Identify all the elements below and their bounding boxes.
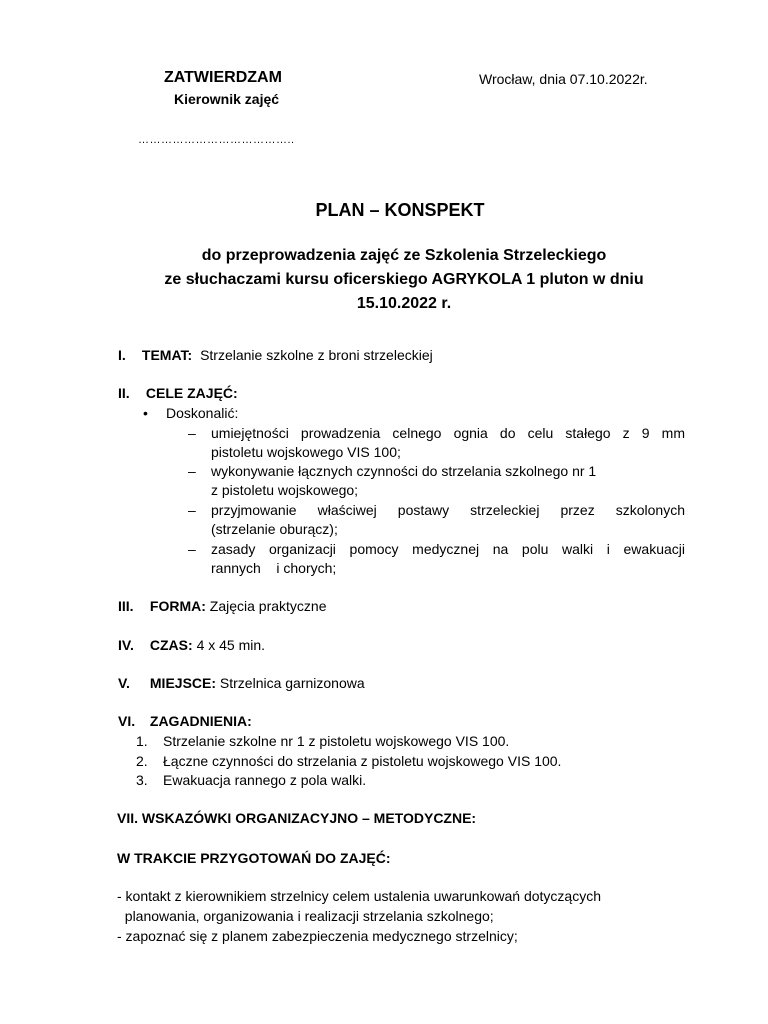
section-wskazowki: VII. WSKAZÓWKI ORGANIZACYJNO – METODYCZNE: [117,810,477,826]
goal-line-1: wykonywanie łącznych czynności do strzelania szkolnego nr 1 [211,463,597,479]
section-number: VI. [118,713,136,729]
signature-line: ………………………………….. [138,134,295,146]
subtitle-line-3: 15.10.2022 r. [356,295,452,312]
section-zagadnienia [118,713,252,729]
approver-role: Kierownik zajęć [174,91,280,107]
section-number: II. [118,385,130,401]
topic-text: Strzelanie szkolne nr 1 z pistoletu wojskowego VIS 100. [163,733,510,749]
section-forma [118,598,327,614]
goal-line-2: pistoletu wojskowego VIS 100; [211,444,401,460]
place-date: Wrocław, dnia 07.10.2022r. [479,71,648,87]
goal-item-1 [188,424,685,462]
section-label: FORMA: [149,598,206,614]
goal-line-1: zasady organizacji pomocy medycznej na polu walki i ewakuacji [211,541,685,557]
subtitle-line-1: do przeprowadzenia zajęć ze Szkolenia Strzeleckiego [201,247,607,264]
goal-item-4 [188,540,685,578]
goal-item-3 [188,501,685,539]
section-value: Zajęcia praktyczne [209,598,327,614]
section-label: TEMAT: [141,347,193,363]
topic-item-1 [136,733,509,749]
goal-line-2: z pistoletu wojskowego; [211,482,359,498]
goal-line-1: przyjmowanie właściwej postawy strzeleckiej przez szkolonych [211,502,685,518]
section-label: CELE ZAJĘĆ: [145,385,238,401]
section-temat [118,347,433,363]
prep-item-1-line-1: - kontakt z kierownikiem strzelnicy celem ustalenia uwarunkowań dotyczących [117,888,601,904]
section-label: CZAS: [149,637,193,653]
approval-heading: ZATWIERDZAM [164,69,282,86]
section-value: 4 x 45 min. [196,637,266,653]
section-value: Strzelanie szkolne z broni strzeleckiej [200,347,433,363]
section-number: III. [118,598,134,614]
dash-marker: – [188,463,196,479]
topic-number: 3. [136,772,148,788]
section-czas [118,637,265,653]
goal-item-2 [188,462,685,500]
goal-line-1: umiejętności prowadzenia celnego ognia do celu stałego z 9 mm [211,425,685,441]
prep-item-1-line-2: planowania, organizowania i realizacji strzelania szkolnego; [117,908,494,924]
bullet-item [143,405,238,421]
topic-item-3 [136,772,366,788]
document-title: PLAN – KONSPEKT [315,200,485,220]
topic-number: 1. [136,733,148,749]
bullet-text: Doskonalić: [166,405,239,421]
section-number: IV. [118,637,134,653]
section-value: Strzelnica garnizonowa [219,675,365,691]
section-label: ZAGADNIENIA: [149,713,252,729]
bullet-icon: • [143,405,148,421]
dash-marker: – [188,425,196,441]
dash-marker: – [188,502,196,518]
section-label: MIEJSCE: [149,675,217,691]
goal-line-2: rannych i chorych; [211,560,337,576]
section-cele [118,385,238,401]
goal-line-2: (strzelanie oburącz); [211,521,338,537]
topic-number: 2. [136,753,148,769]
section-przygotowanie: W TRAKCIE PRZYGOTOWAŃ DO ZAJĘĆ: [117,850,391,866]
topic-text: Ewakuacja rannego z pola walki. [163,772,367,788]
section-number: V. [118,675,130,691]
prep-item-2: - zapoznać się z planem zabezpieczenia medycznego strzelnicy; [117,928,518,944]
subtitle-line-2: ze słuchaczami kursu oficerskiego AGRYKOLA 1 pluton w dniu [164,271,644,288]
section-miejsce [118,675,365,691]
dash-marker: – [188,541,196,557]
topic-text: Łączne czynności do strzelania z pistoletu wojskowego VIS 100. [163,753,562,769]
section-number: I. [118,347,126,363]
topic-item-2 [136,753,561,769]
